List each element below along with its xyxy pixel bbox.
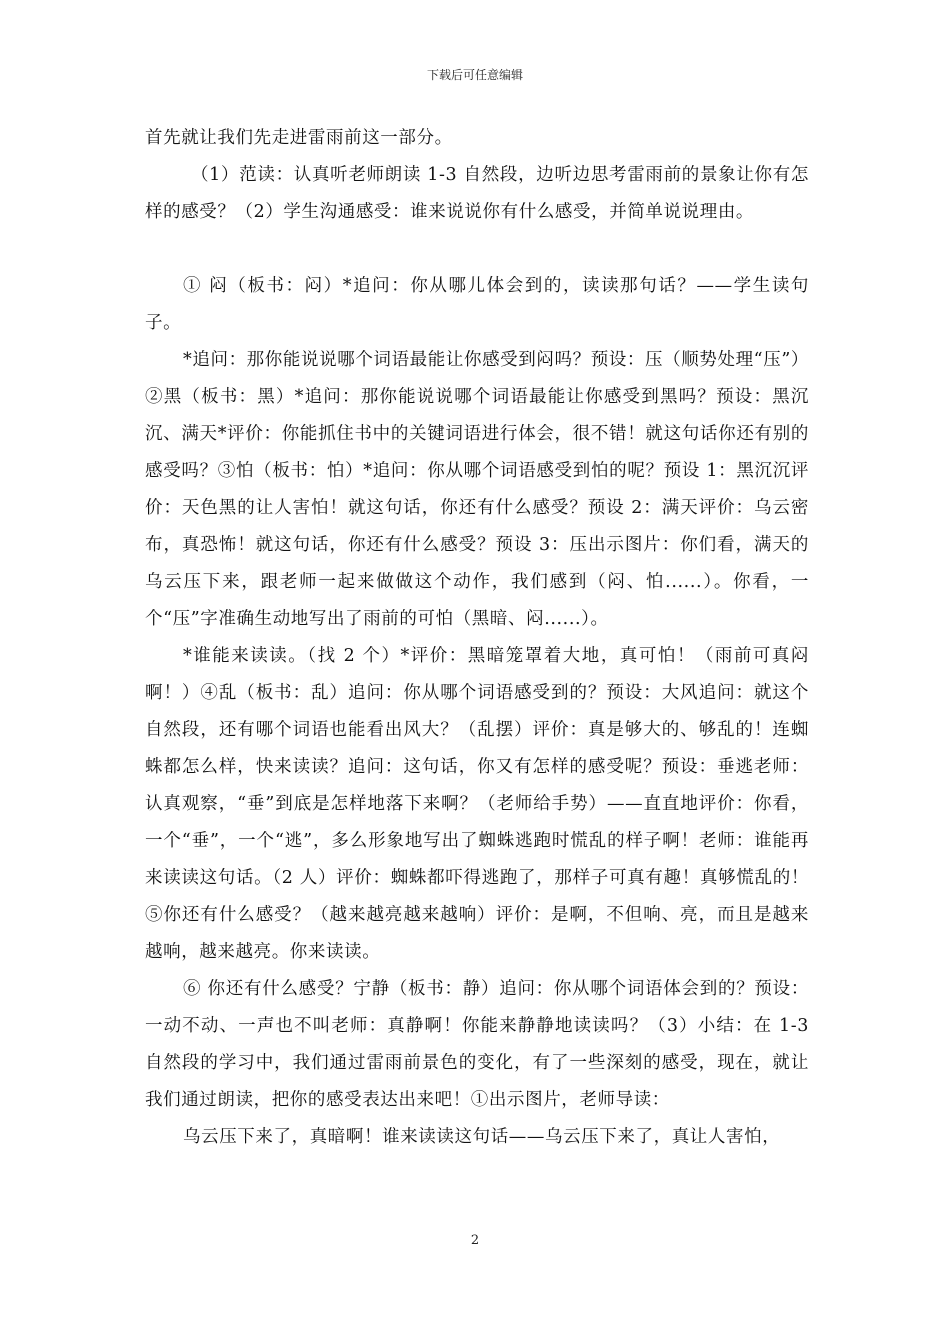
- paragraph-guided-reading: 乌云压下来了，真暗啊！谁来读读这句话——乌云压下来了，真让人害怕，: [183, 1127, 781, 1147]
- paragraph-intro: 首先就让我们先走进雷雨前这一部分。: [145, 128, 453, 148]
- page-header: 下载后可任意编辑: [426, 68, 523, 82]
- paragraph-jing: ⑥ 你还有什么感受？宁静（板书：静）追问：你从哪个词语体会到的？预设：一动不动、一声也不叫老师：真静啊！你能来静静地读读吗？（3）小结：在 1-3 自然段的学习中，我们通过雷雨前景色的变化，有了一些深刻的感受，现在，就让我们通过朗读，把你的感受表达出来吧！①出示图片，老师导读：: [145, 979, 809, 1110]
- paragraph-men: ① 闷（板书：闷）*追问：你从哪儿体会到的，读读那句话？——学生读句子。: [145, 276, 809, 333]
- paragraph-reading: （1）范读：认真听老师朗读 1-3 自然段，边听边思考雷雨前的景象让你有怎样的感受？（2）学生沟通感受：谁来说说你有什么感受，并简单说说理由。: [145, 165, 809, 222]
- paragraph-luan: *谁能来读读。（找 2 个）*评价：黑暗笼罩着大地，真可怕！（雨前可真闷啊！）④乱（板书：乱）追问：你从哪个词语感受到的？预设：大风追问：就这个自然段，还有哪个词语也能看出风大？（乱摆）评价：真是够大的、够乱的！连蜘蛛都怎么样，快来读读？追问：这句话，你又有怎样的感受呢？预设：垂逃老师：认真观察，“垂”到底是怎样地落下来啊？（老师给手势）——直直地评价：你看，一个“垂”，一个“逃”，多么形象地写出了蜘蛛逃跑时慌乱的样子啊！老师：谁能再来读读这句话。（2 人）评价：蜘蛛都吓得逃跑了，那样子可真有趣！真够慌乱的！⑤你还有什么感受？（越来越亮越来越响）评价：是啊，不但响、亮，而且是越来越响，越来越亮。你来读读。: [145, 646, 809, 962]
- page-number: 2: [470, 1233, 480, 1248]
- document-body: [145, 120, 809, 1156]
- paragraph-spacer: [145, 231, 809, 268]
- paragraph-hei-pa: *追问：那你能说说哪个词语最能让你感受到闷吗？预设：压（顺势处理“压”）②黑（板书：黑）*追问：那你能说说哪个词语最能让你感受到黑吗？预设：黑沉沉、满天*评价：你能抓住书中的关键词语进行体会，很不错！就这句话你还有别的感受吗？③怕（板书：怕）*追问：你从哪个词语感受到怕的呢？预设 1：黑沉沉评价：天色黑的让人害怕！就这句话，你还有什么感受？预设 2：满天评价：乌云密布，真恐怖！就这句话，你还有什么感受？预设 3：压出示图片：你们看，满天的乌云压下来，跟老师一起来做做这个动作，我们感到（闷、怕......）。你看，一个“压”字准确生动地写出了雨前的可怕（黑暗、闷......）。: [145, 350, 809, 629]
